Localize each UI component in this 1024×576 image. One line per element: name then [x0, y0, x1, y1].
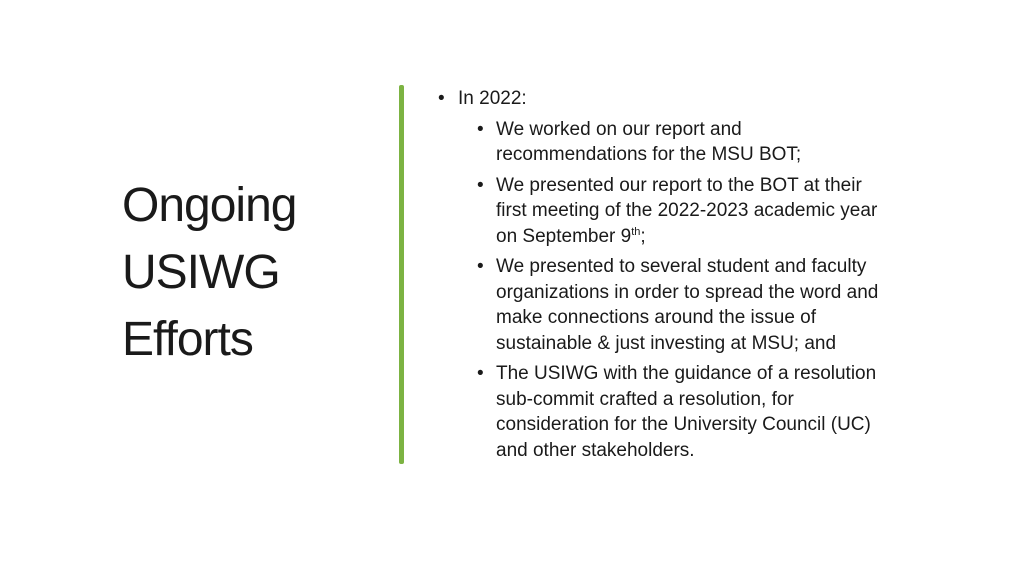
- bullet-text-line: We presented our report to the BOT at their: [496, 174, 862, 196]
- bullet-item-intro: [438, 86, 958, 112]
- bullet-text-fragment: on September 9: [496, 225, 632, 247]
- bullet-text-line: The USIWG with the guidance of a resolution: [496, 363, 877, 384]
- bullet-text-line: recommendations for the MSU BOT;: [496, 144, 802, 165]
- bullet-icon: •: [477, 363, 484, 384]
- bullet-content: [438, 86, 958, 463]
- sub-bullet-item: [438, 173, 958, 250]
- accent-divider: [399, 85, 404, 464]
- bullet-text-line: make connections around the issue of: [496, 307, 817, 328]
- sub-bullet-item: [438, 117, 958, 168]
- bullet-text-line: organizations in order to spread the word and: [496, 281, 879, 303]
- bullet-icon: •: [477, 174, 484, 196]
- slide-title: [122, 172, 372, 373]
- bullet-text: In 2022:: [458, 88, 527, 109]
- bullet-text-line: We presented to several student and faculty: [496, 256, 867, 277]
- bullet-text-line: consideration for the University Council (UC): [496, 414, 871, 435]
- bullet-icon: •: [477, 256, 484, 277]
- bullet-text-line: We worked on our report and: [496, 118, 742, 140]
- superscript-text: th: [631, 225, 641, 238]
- bullet-text-fragment: ;: [640, 225, 646, 247]
- sub-bullet-item: [438, 254, 958, 356]
- bullet-text-line: [496, 224, 958, 250]
- title-line: Ongoing: [122, 179, 297, 232]
- sub-bullet-item: [438, 361, 958, 463]
- title-line: USIWG: [122, 246, 280, 299]
- title-line: Efforts: [122, 313, 253, 366]
- bullet-text-line: and other stakeholders.: [496, 439, 695, 461]
- bullet-text-line: sub-commit crafted a resolution, for: [496, 388, 794, 410]
- bullet-icon: •: [477, 118, 484, 140]
- bullet-text-line: sustainable & just investing at MSU; and: [496, 332, 837, 354]
- bullet-text-line: first meeting of the 2022-2023 academic year: [496, 200, 878, 221]
- bullet-icon: •: [438, 88, 445, 109]
